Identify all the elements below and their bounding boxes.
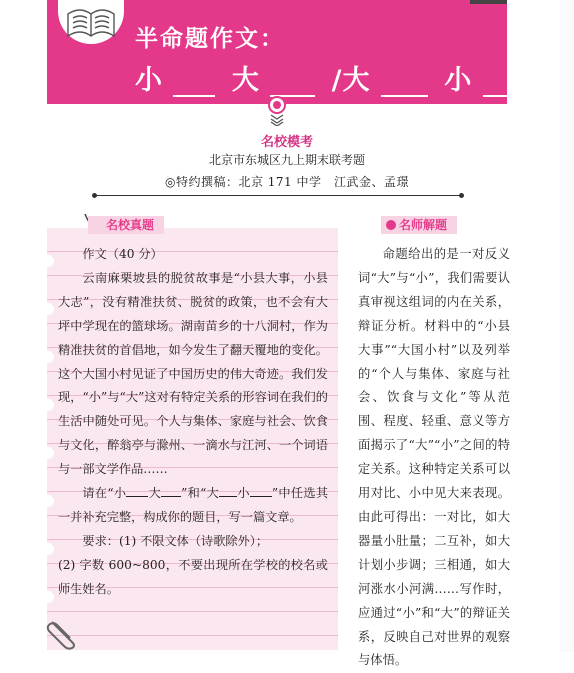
analysis-paragraph: 命题给出的是一对反义词“大”与“小”，我们需要认真审视这组词的内在关系，辩证分析。材料中的“小县大事”“大国小村”以及列举的“个人与集体、家庭与社会、饮食与文化”等从范围、程度、轻重、意义等方面揭示了“大”“小”之间的特定关系。这种特定关系可以用对比、小中见大来表现。由此可得出：一对比，如大器量小肚量；二互补，如大计划小步调；三相通，如大河涨水小河满……写作时，应通过“小”和“大”的辩证关系，反映自己对世界的观察与体悟。 (358, 247, 510, 668)
score-line: 作文（40 分） (82, 247, 163, 261)
blank-4 (483, 69, 535, 97)
banner-subtitle (135, 58, 535, 97)
material-paragraph: 云南麻栗坡县的脱贫故事是“小县大事，小县大志”，没有精准扶贫、脱贫的政策，也不会有大坪中学现在的篮球场。湖南苗乡的十八洞村，作为精准扶贫的首倡地，如今发生了翻天覆地的变化。这个大国小村见证了中国历史的伟大奇迹。我们发现，“小”与“大”这对有特定关系的形容词在我们的生活中随处可见。个人与集体、家庭与社会、饮食与文化，醉翁亭与滁州、一滴水与江河、一个词语与一部文学作品…… (58, 270, 328, 477)
paper-clip-icon (44, 616, 80, 650)
open-book-icon (58, 0, 124, 44)
tag-label: 名校真题 (106, 218, 155, 232)
divider-dot-right (459, 193, 464, 198)
blank-1 (173, 69, 215, 97)
requirement-2: (2) 字数 600~800，不要出现所在学校的校名或师生姓名。 (58, 557, 328, 596)
exam-source: 北京市东城区九上期末联考题 (208, 153, 365, 167)
tag-teacher-analysis (381, 216, 457, 234)
top-strip (470, 0, 507, 4)
bullet-dot-icon (386, 220, 396, 230)
tag-exam-question (88, 216, 164, 234)
heart-connector-icon (265, 96, 289, 126)
banner-title: 半命题作文： (135, 26, 285, 52)
divider (95, 195, 462, 196)
blank-2 (270, 69, 315, 97)
word-big-1: 大 (231, 65, 260, 96)
exam-question-text (58, 243, 328, 602)
word-big-2: /大 (331, 65, 371, 96)
tag-label: 名师解题 (399, 218, 448, 232)
divider-dot-left (92, 193, 97, 198)
word-small-1: 小 (135, 65, 163, 96)
analysis-text (358, 243, 510, 673)
word-small-2: 小 (444, 65, 473, 96)
instruction-paragraph: 请在“小 大 ”和“大 小 ”中任选其一并补充完整，构成你的题目，写一篇文章。 (58, 482, 328, 530)
author-credit: ◎特约撰稿：北京 171 中学 江武金、孟璟 (164, 175, 409, 189)
section-title: 名校模考 (260, 135, 313, 150)
blank-3 (381, 69, 428, 97)
page-edge (560, 0, 574, 652)
requirement-1: 要求：(1) 不限文体（诗歌除外）； (82, 533, 269, 548)
book-badge (58, 0, 124, 44)
